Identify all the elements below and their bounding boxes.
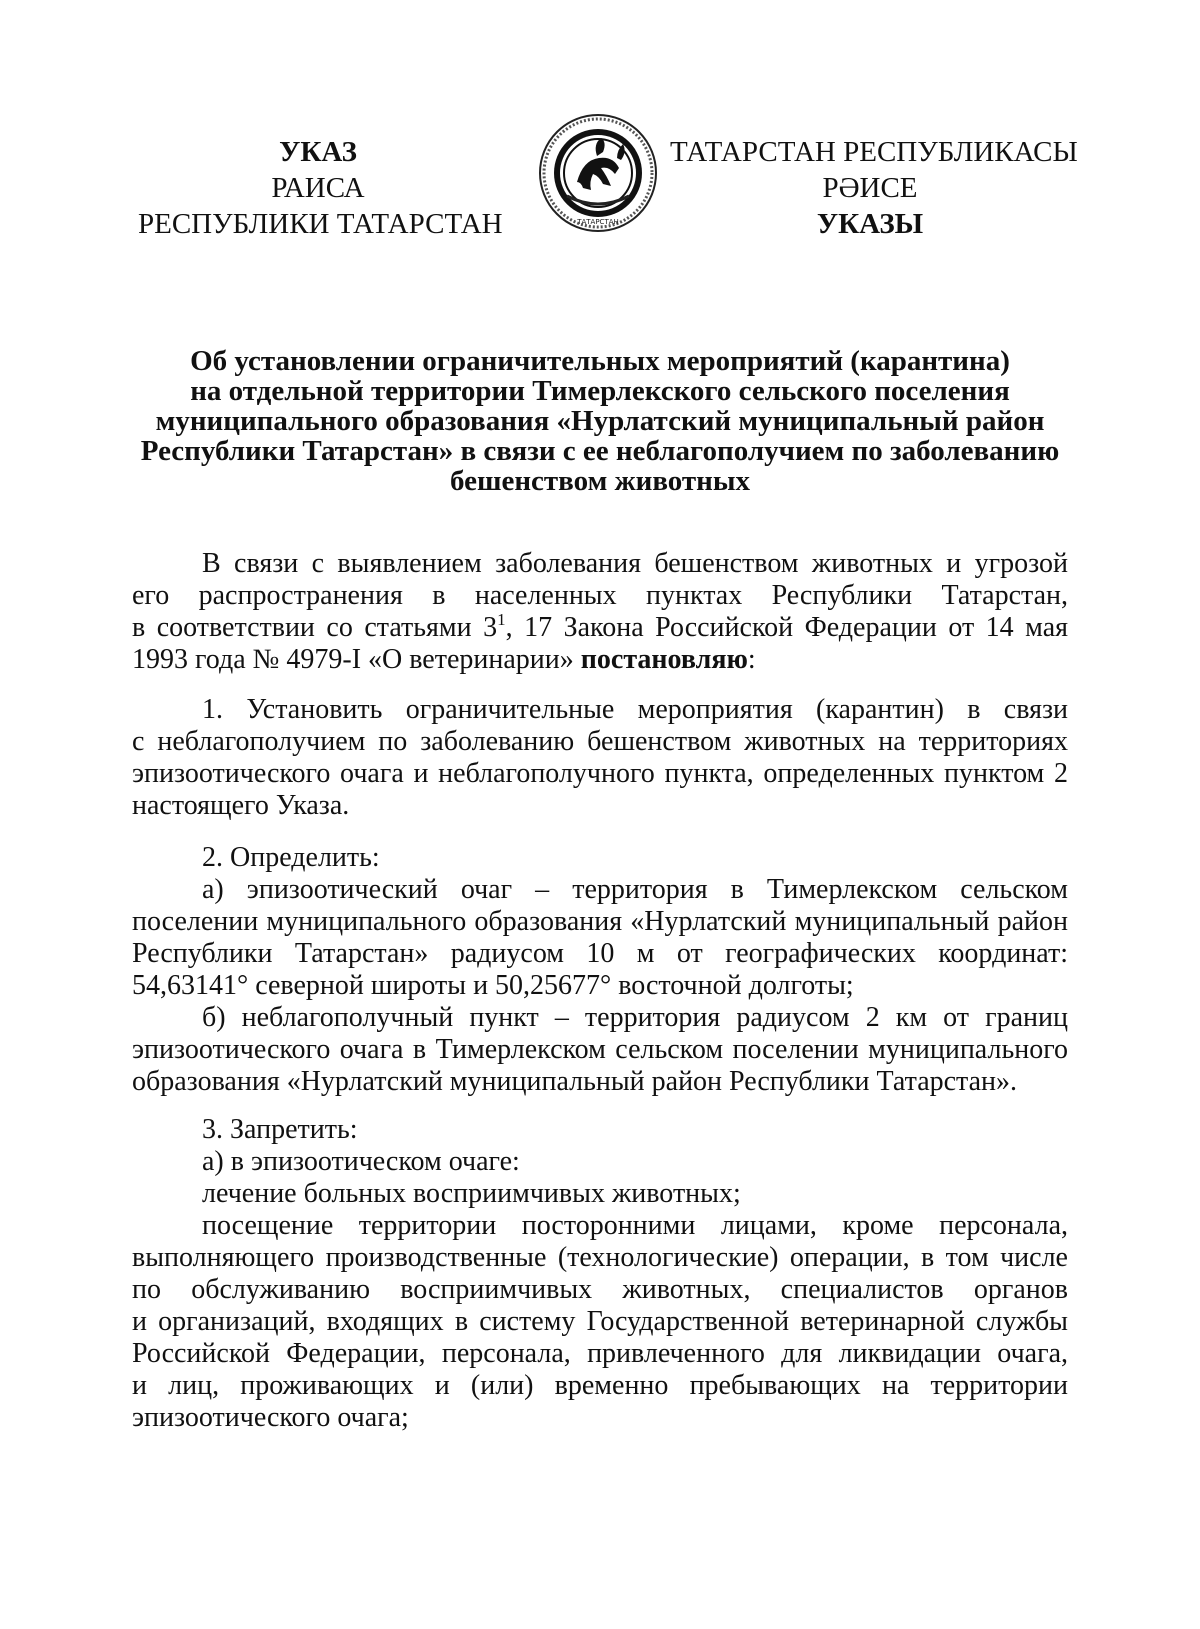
coat-of-arms-emblem [537, 112, 659, 234]
text-line: 2. Определить: [202, 842, 380, 873]
text-line: с неблагополучием по заболеванию бешенством животных на территориях [132, 726, 1068, 757]
text-line: поселении муниципального образования «Нурлатский муниципальный район [132, 906, 1068, 937]
text-line: эпизоотического очага и неблагополучного пункта, определенных пунктом 2 [132, 758, 1068, 789]
text-line: выполняющего производственные (технологические) операции, в том числе [132, 1242, 1068, 1273]
header-right-block [670, 134, 1078, 242]
paragraph-2 [132, 842, 1068, 1098]
decree-title-ru: УКАЗ [279, 136, 357, 168]
text-line: лечение больных восприимчивых животных; [202, 1178, 741, 1209]
superscript: 1 [497, 610, 506, 629]
text-line: эпизоотического очага; [132, 1402, 409, 1433]
text-line: Республики Татарстан» радиусом 10 м от географических координат: [132, 938, 1068, 969]
header-left-block [138, 134, 503, 242]
issuer-ru: РАИСА [271, 172, 365, 204]
text-line: эпизоотического очага в Тимерлекском сельском поселении муниципального [132, 1034, 1068, 1065]
text-line: настоящего Указа. [132, 790, 350, 821]
text-line: 1. Установить ограничительные мероприятия (карантин) в связи [202, 694, 1068, 725]
preamble-paragraph [132, 548, 1068, 676]
paragraph-3 [132, 1114, 1068, 1434]
issuer-tt: РӘИСЕ [822, 172, 918, 204]
text-line [132, 644, 1068, 676]
document-title [128, 346, 1072, 496]
title-line: Республики Татарстан» в связи с ее неблагополучием по заболеванию [140, 435, 1060, 467]
text-line: а) эпизоотический очаг – территория в Тимерлекском сельском [202, 874, 1068, 905]
text-fragment: : [747, 644, 756, 675]
paragraph-1 [132, 694, 1068, 822]
text-line: по обслуживанию восприимчивых животных, специалистов органов [132, 1274, 1068, 1305]
republic-tt: ТАТАРСТАН РЕСПУБЛИКАСЫ [670, 136, 1078, 168]
republic-ru: РЕСПУБЛИКИ ТАТАРСТАН [138, 208, 503, 240]
emblem-ring-text: ТАТАРСТАН [577, 218, 619, 226]
decree-title-tt: УКАЗЫ [816, 208, 924, 240]
title-line: на отдельной территории Тимерлекского сельского поселения [190, 375, 1010, 407]
text-line: образования «Нурлатский муниципальный район Республики Татарстан». [132, 1066, 1018, 1097]
text-line: 3. Запретить: [202, 1114, 358, 1145]
emblem-icon [537, 112, 659, 234]
text-line: Российской Федерации, персонала, привлеченного для ликвидации очага, [132, 1338, 1068, 1369]
text-line: и лиц, проживающих и (или) временно пребывающих на территории [132, 1370, 1068, 1401]
title-line: муниципального образования «Нурлатский муниципальный район [155, 405, 1045, 437]
text-line [132, 612, 1068, 644]
text-fragment: 1993 года № 4979-I «О ветеринарии» [132, 644, 581, 675]
title-line: бешенством животных [450, 465, 750, 497]
text-line: а) в эпизоотическом очаге: [202, 1146, 520, 1177]
text-fragment: , 17 Закона Российской Федерации от 14 мая [505, 612, 1068, 643]
text-line: В связи с выявлением заболевания бешенством животных и угрозой [202, 548, 1068, 579]
text-line: 54,63141° северной широты и 50,25677° восточной долготы; [132, 970, 854, 1001]
title-line: Об установлении ограничительных мероприятий (карантина) [190, 345, 1010, 377]
text-line: и организаций, входящих в систему Государственной ветеринарной службы [132, 1306, 1068, 1337]
text-line: его распространения в населенных пунктах Республики Татарстан, [132, 580, 1068, 611]
decree-verb: постановляю [580, 644, 748, 675]
text-line: посещение территории посторонними лицами, кроме персонала, [202, 1210, 1068, 1241]
text-fragment: в соответствии со статьями 3 [132, 612, 498, 643]
text-line: б) неблагополучный пункт – территория радиусом 2 км от границ [202, 1002, 1068, 1033]
